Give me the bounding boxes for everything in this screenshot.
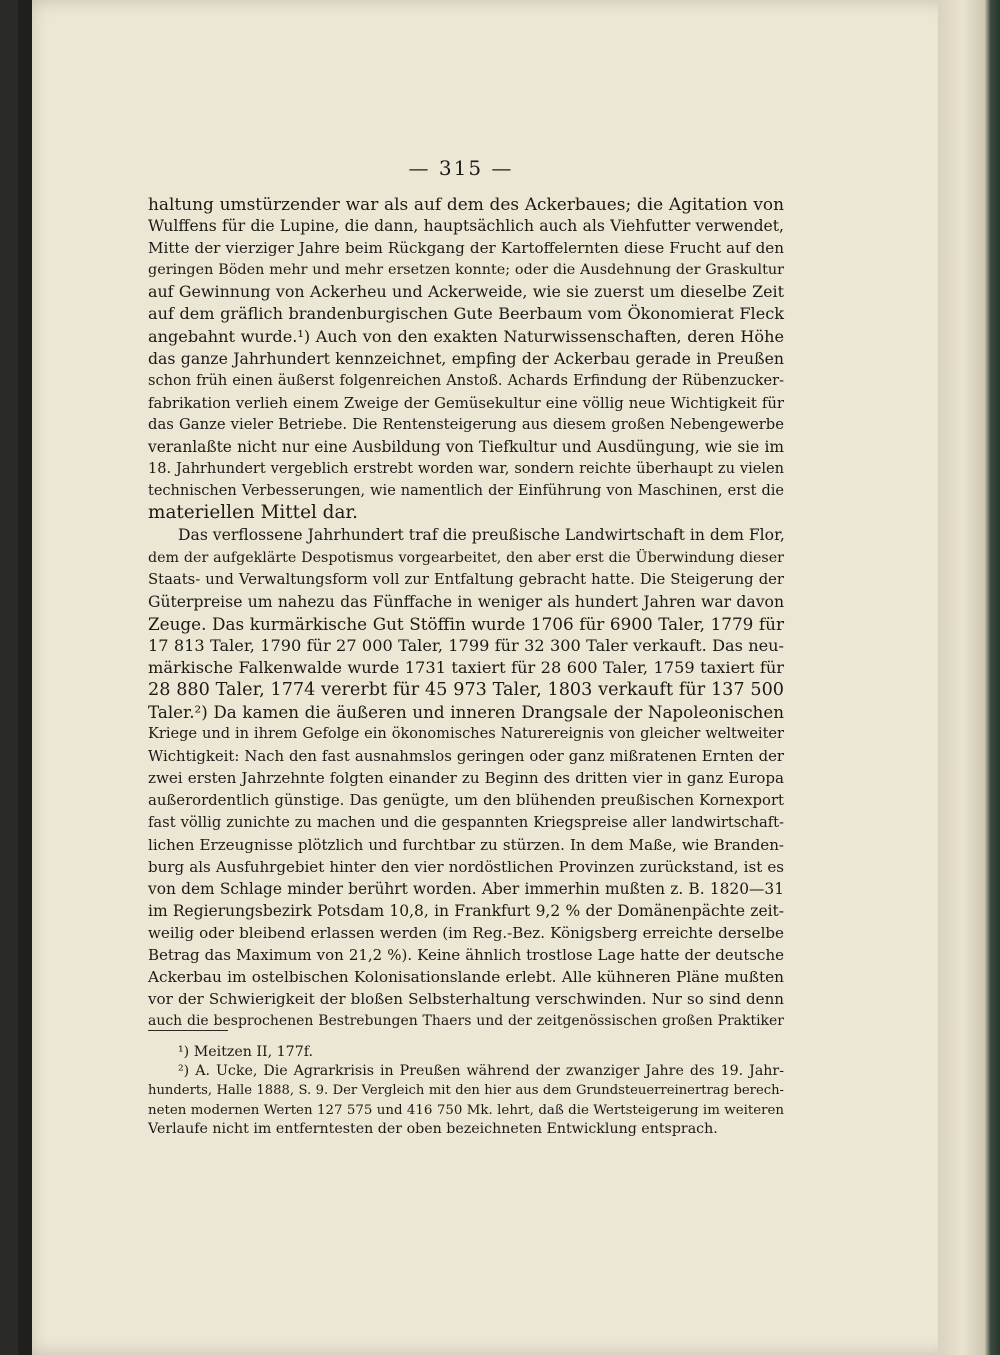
body-line: lichen Erzeugnisse plötzlich und furchtbar zu stürzen. In dem Maße, wie Branden- — [148, 835, 784, 854]
body-line: geringen Böden mehr und mehr ersetzen konnte; oder die Ausdehnung der Graskultur — [148, 262, 784, 279]
body-line: technischen Verbesserungen, wie namentlich der Einführung von Maschinen, erst die — [148, 483, 784, 500]
footnote-line: ¹) Meitzen II, 177f. — [178, 1044, 313, 1060]
body-line: auf Gewinnung von Ackerheu und Ackerweide, wie sie zuerst um dieselbe Zeit — [148, 282, 784, 302]
body-line: im Regierungsbezirk Potsdam 10,8, in Frankfurt 9,2 % der Domänenpächte zeit- — [148, 902, 784, 920]
body-line: Zeuge. Das kurmärkische Gut Stöffin wurde 1706 für 6900 Taler, 1779 für — [148, 613, 784, 634]
body-line: 28 880 Taler, 1774 vererbt für 45 973 Taler, 1803 verkauft für 137 500 — [148, 680, 784, 701]
body-line: vor der Schwierigkeit der bloßen Selbsterhaltung verschwinden. Nur so sind denn — [148, 990, 784, 1009]
body-line: dem der aufgeklärte Despotismus vorgearbeitet, den aber erst die Überwindung dieser — [148, 549, 784, 566]
body-line: fast völlig zunichte zu machen und die gespannten Kriegspreise aller landwirtschaft- — [148, 813, 784, 831]
body-line: auf dem gräflich brandenburgischen Gute Beerbaum vom Ökonomierat Fleck — [148, 304, 784, 324]
body-line: Kriege und in ihrem Gefolge ein ökonomisches Naturereignis von gleicher weltweiter — [148, 725, 784, 743]
body-line: Güterpreise um nahezu das Fünffache in weniger als hundert Jahren war davon — [148, 592, 784, 611]
footnotes — [148, 1043, 784, 1139]
body-line: haltung umstürzender war als auf dem des Ackerbaues; die Agitation von — [148, 194, 784, 214]
body-line: außerordentlich günstige. Das genügte, um den blühenden preußischen Kornexport — [148, 791, 784, 809]
body-line: veranlaßte nicht nur eine Ausbildung von Tiefkultur und Ausdüngung, wie sie im — [148, 438, 784, 457]
body-line: das ganze Jahrhundert kennzeichnet, empfing der Ackerbau gerade in Preußen — [148, 348, 784, 368]
body-line: schon früh einen äußerst folgenreichen Anstoß. Achards Erfindung der Rübenzucker- — [148, 371, 784, 389]
body-line: Wichtigkeit: Nach den fast ausnahmslos geringen oder ganz mißratenen Ernten der — [148, 747, 784, 766]
body-line: Mitte der vierziger Jahre beim Rückgang der Kartoffelernten diese Frucht auf den — [148, 239, 784, 258]
page-gutter — [18, 0, 32, 1355]
footnote-line: neten modernen Werten 127 575 und 416 750 Mk. lehrt, daß die Wertsteigerung im weiteren — [148, 1102, 784, 1118]
body-line: märkische Falkenwalde wurde 1731 taxiert für 28 600 Taler, 1759 taxiert für — [148, 657, 784, 677]
body-line: fabrikation verlieh einem Zweige der Gemüsekultur eine völlig neue Wichtigkeit für — [148, 393, 784, 412]
body-line: Wulffens für die Lupine, die dann, hauptsächlich auch als Viehfutter verwendet, — [148, 217, 784, 236]
body-line: weilig oder bleibend erlassen werden (im Reg.-Bez. Königsberg erreichte derselbe — [148, 924, 784, 943]
body-line: Das verflossene Jahrhundert traf die preußische Landwirtschaft in dem Flor, — [178, 526, 785, 545]
body-line: 17 813 Taler, 1790 für 27 000 Taler, 1799 für 32 300 Taler verkauft. Das neu- — [148, 635, 784, 655]
body-line: angebahnt wurde.¹) Auch von den exakten Naturwissenschaften, deren Höhe — [148, 326, 784, 346]
footnote-line: hunderts, Halle 1888, S. 9. Der Vergleich mit den hier aus dem Grundsteuerreinertrag berech- — [148, 1083, 784, 1099]
footnote-line: ²) A. Ucke, Die Agrarkrisis in Preußen während der zwanziger Jahre des 19. Jahr- — [178, 1063, 784, 1080]
body-line: Ackerbau im ostelbischen Kolonisationslande erlebt. Alle kühneren Pläne mußten — [148, 968, 784, 987]
body-line: zwei ersten Jahrzehnte folgten einander zu Beginn des dritten vier in ganz Europa — [148, 769, 784, 788]
body-line: Betrag das Maximum von 21,2 %). Keine ähnlich trostlose Lage hatte der deutsche — [148, 946, 784, 965]
body-text — [148, 193, 784, 1033]
footnote-rule — [148, 1030, 228, 1031]
body-line: materiellen Mittel dar. — [148, 502, 359, 524]
page-number: — 315 — — [408, 156, 514, 180]
body-line: Taler.²) Da kamen die äußeren und inneren Drangsale der Napoleonischen — [148, 702, 784, 723]
body-line: auch die besprochenen Bestrebungen Thaers und der zeitgenössischen großen Praktiker — [148, 1013, 784, 1030]
book-edge — [938, 0, 1000, 1355]
body-line: von dem Schlage minder berührt worden. Aber immerhin mußten z. B. 1820—31 — [148, 879, 784, 898]
body-line: 18. Jahrhundert vergeblich erstrebt worden war, sondern reichte überhaupt zu vielen — [148, 460, 784, 478]
body-line: das Ganze vieler Betriebe. Die Rentensteigerung aus diesem großen Nebengewerbe — [148, 415, 784, 433]
body-line: Staats- und Verwaltungsform voll zur Entfaltung gebracht hatte. Die Steigerung der — [148, 570, 784, 588]
body-line: burg als Ausfuhrgebiet hinter den vier nordöstlichen Provinzen zurückstand, ist es — [148, 857, 784, 876]
footnote-line: Verlaufe nicht im entferntesten der oben bezeichneten Entwicklung entsprach. — [148, 1120, 718, 1137]
